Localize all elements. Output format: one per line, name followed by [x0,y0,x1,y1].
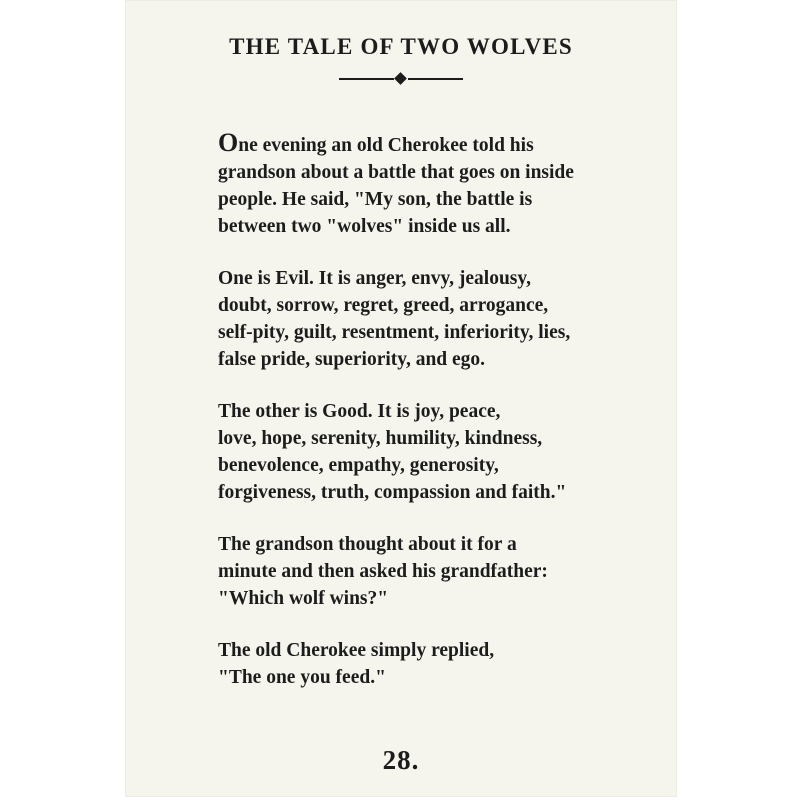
page-title: THE TALE OF TWO WOLVES [229,34,573,59]
paragraph-line: forgiveness, truth, compassion and faith." [218,482,567,503]
paragraph-line: people. He said, "My son, the battle is [218,189,533,210]
paragraph-4 [218,531,658,612]
paragraph-line: self-pity, guilt, resentment, inferiority, lies, [218,322,571,343]
paragraph-5 [218,637,658,691]
ornament-diamond [394,72,407,85]
rule-diamond-ornament-icon [339,71,463,87]
paragraph-line: between two "wolves" inside us all. [218,216,511,237]
paragraph-3 [218,398,658,506]
paragraph-1 [218,129,658,240]
paragraph-line [218,129,658,159]
paragraph-line: false pride, superiority, and ego. [218,349,486,370]
line-text: ne evening an old Cherokee told his [238,135,534,156]
ornament-rule-left [339,78,394,80]
paragraph-line: "The one you feed." [218,667,386,688]
paragraph-line: minute and then asked his grandfather: [218,561,548,582]
ornament-rule-right [408,78,463,80]
paragraph-line: benevolence, empathy, generosity, [218,455,499,476]
page-number: 28. [382,745,420,775]
paragraph-line: One is Evil. It is anger, envy, jealousy, [218,268,531,289]
paragraph-line: The grandson thought about it for a [218,534,517,555]
drop-cap: O [218,128,239,157]
paragraph-line: doubt, sorrow, regret, greed, arrogance, [218,295,549,316]
book-page [125,0,677,797]
paragraph-line: love, hope, serenity, humility, kindness, [218,428,543,449]
paragraph-line: The other is Good. It is joy, peace, [218,401,501,422]
paragraph-line: The old Cherokee simply replied, [218,640,495,661]
story-text [218,129,658,716]
paragraph-line: grandson about a battle that goes on inside [218,162,574,183]
paragraph-2 [218,265,658,373]
paragraph-line: "Which wolf wins?" [218,588,389,609]
